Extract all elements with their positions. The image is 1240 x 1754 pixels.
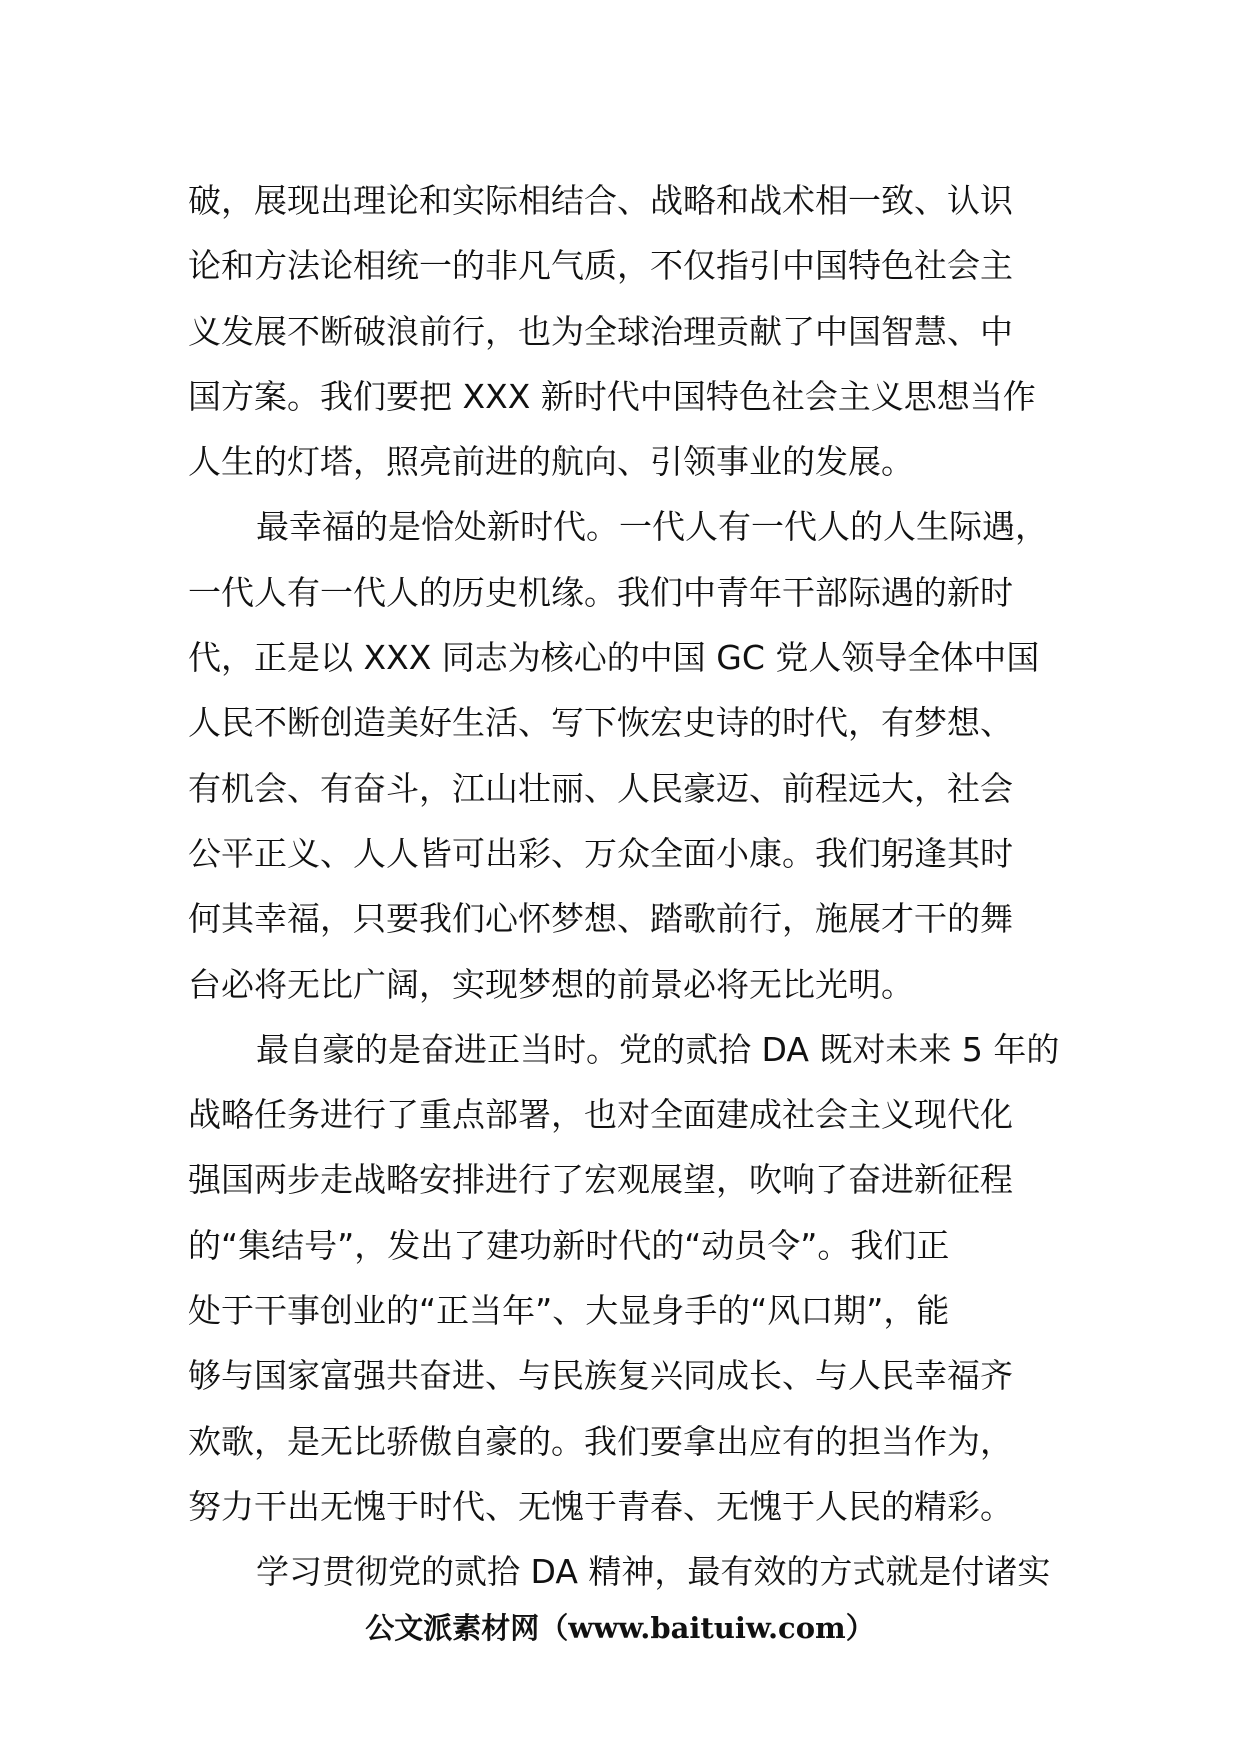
text-line: 战略任务进行了重点部署，也对全面建成社会主义现代化: [188, 1095, 1013, 1135]
text-line: 的“集结号”，发出了建功新时代的“动员令”。我们正: [188, 1225, 950, 1265]
text-line: 人生的灯塔，照亮前进的航向、引领事业的发展。: [188, 442, 914, 482]
text-line: 强国两步走战略安排进行了宏观展望，吹响了奋进新征程: [188, 1160, 1013, 1200]
text-line: 欢歌，是无比骄傲自豪的。我们要拿出应有的担当作为，: [188, 1421, 1013, 1461]
text-line: 努力干出无愧于时代、无愧于青春、无愧于人民的精彩。: [188, 1486, 1013, 1526]
text-line: 最自豪的是奋进正当时。党的贰拾 DA 既对未来 5 年的: [256, 1029, 1060, 1069]
text-line: 够与国家富强共奋进、与民族复兴同成长、与人民幸福齐: [188, 1356, 1013, 1396]
text-line: 有机会、有奋斗，江山壮丽、人民豪迈、前程远大，社会: [188, 768, 1013, 808]
document-body: [188, 168, 1060, 1605]
text-line: 最幸福的是恰处新时代。一代人有一代人的人生际遇，: [256, 507, 1048, 547]
footer-watermark: 公文派素材网（www.baituiw.com）: [365, 1611, 875, 1645]
text-line: 论和方法论相统一的非凡气质，不仅指引中国特色社会主: [188, 246, 1013, 286]
text-line: 人民不断创造美好生活、写下恢宏史诗的时代，有梦想、: [188, 703, 1013, 743]
text-line: 破，展现出理论和实际相结合、战略和战术相一致、认识: [188, 181, 1013, 220]
text-line: 一代人有一代人的历史机缘。我们中青年干部际遇的新时: [188, 572, 1013, 612]
text-line: 学习贯彻党的贰拾 DA 精神，最有效的方式就是付诸实: [256, 1552, 1051, 1592]
text-line: 国方案。我们要把 XXX 新时代中国特色社会主义思想当作: [188, 376, 1036, 416]
text-line: 台必将无比广阔，实现梦想的前景必将无比光明。: [188, 964, 914, 1004]
text-line: 义发展不断破浪前行，也为全球治理贡献了中国智慧、中: [188, 311, 1013, 351]
text-line: 何其幸福，只要我们心怀梦想、踏歌前行，施展才干的舞: [188, 899, 1013, 939]
text-line: 处于干事创业的“正当年”、大显身手的“风口期”，能: [188, 1291, 950, 1331]
text-line: 公平正义、人人皆可出彩、万众全面小康。我们躬逢其时: [188, 833, 1013, 873]
text-line: 代，正是以 XXX 同志为核心的中国 GC 党人领导全体中国: [188, 638, 1040, 678]
